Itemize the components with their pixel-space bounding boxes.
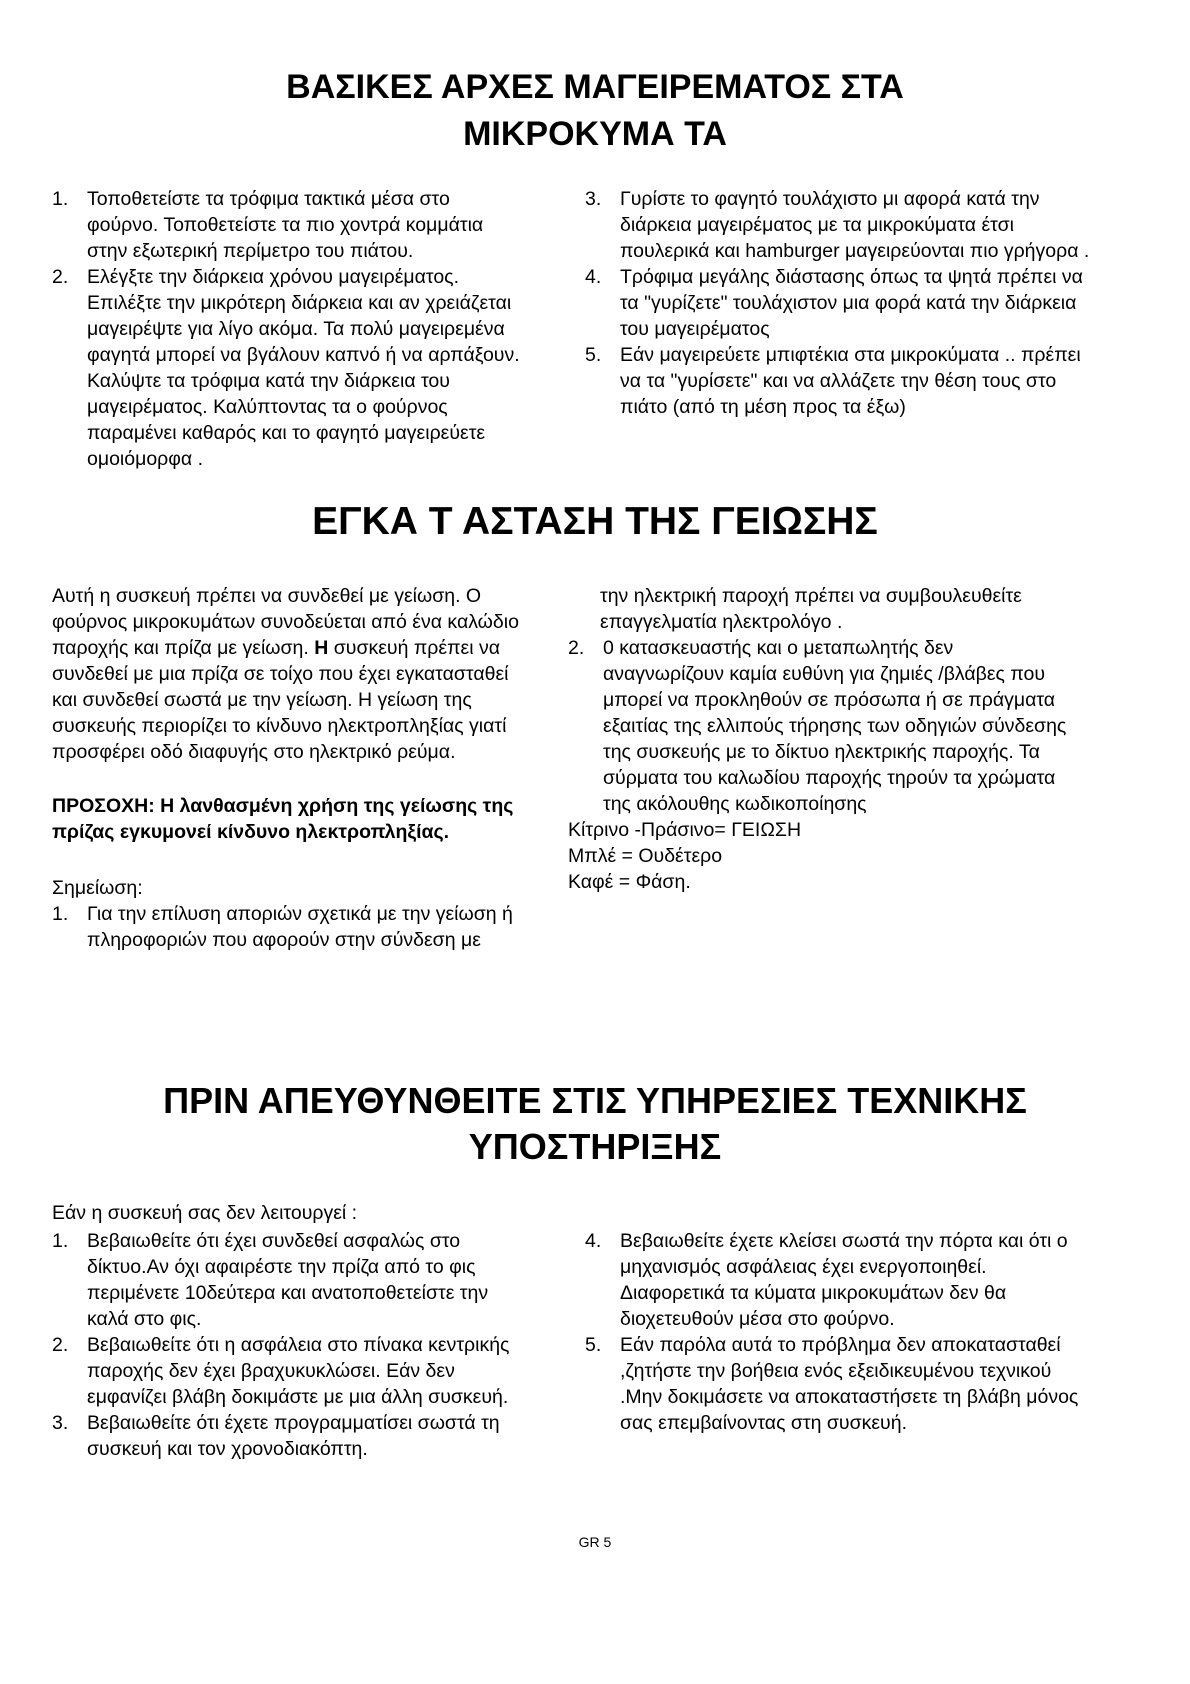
item-number: 1. — [52, 903, 69, 925]
item-number: 1. — [52, 1230, 69, 1252]
wire-color-phase: Καφέ = Φάση. — [568, 871, 691, 893]
item-number: 3. — [52, 1412, 69, 1434]
item-text: Βεβαιωθείτε έχετε κλείσει σωστά την πόρτα και ότι ο μηχανισμός ασφάλειας έχει ενεργοποιηθεί. Διαφορετικά τα κύματα μικροκυμάτων δεν θα διοχετευθούν μέσα στο φούρνο. — [620, 1230, 1068, 1330]
item-number: 4. — [585, 1230, 602, 1252]
item-number: 2. — [52, 1334, 69, 1356]
service-intro: Εάν η συσκευή σας δεν λειτουργεί : — [52, 1202, 358, 1224]
item-number: 5. — [585, 1334, 602, 1356]
list-item-3 — [52, 1410, 530, 1462]
service-left-column — [52, 1228, 530, 1462]
item-text: Γυρίστε το φαγητό τουλάχιστο μι αφορά κατά την διάρκεια μαγειρέματος με τα μικροκύματα έτσι πουλερικά και hamburger μαγειρεύονται πιο γρήγορα . — [620, 188, 1090, 262]
title-line-2: ΜΙΚΡΟΚΥΜΑ ΤΑ — [463, 115, 727, 153]
grounding-warning: ΠΡΟΣΟΧΗ: Η λανθασμένη χρήση της γείωσης της πρίζας εγκυμονεί κίνδυνο ηλεκτροπληξίας. — [52, 795, 514, 843]
item-text: Βεβαιωθείτε ότι έχει συνδεθεί ασφαλώς στο δίκτυο.Αν όχι αφαιρέστε την πρίζα από το φις περιμένετε 10δεύτερα και ανατοποθετείστε την καλά στο φις. — [87, 1230, 489, 1330]
page-footer: GR 5 — [578, 1534, 612, 1550]
item-number: 5. — [585, 344, 602, 366]
item-text: Τοποθετείστε τα τρόφιμα τακτικά μέσα στο φούρνο. Τοποθετείστε τα πιο χοντρά κομμάτια στην εξωτερική περίμετρο του πιάτου. — [87, 188, 484, 262]
section-title-cooking-basics — [0, 64, 1190, 158]
item-text: Ελέγξτε την διάρκεια χρόνου μαγειρέματος. Επιλέξτε την μικρότερη διάρκεια και αν χρειάζεται μαγειρέψτε για λίγο ακόμα. Τα πολύ μαγειρεμένα φαγητά μπορεί να βγάλουν καπνό ή να αρπάξουν. Καλύψτε τα τρόφιμα κατά την διάρκεια του μαγειρέματος. Καλύπτοντας τα ο φούρνος παραμένει καθαρός και το φαγητό μαγειρεύετε ομοιόμορφα . — [87, 266, 520, 470]
item-number: 1. — [52, 188, 69, 210]
grounding-left-column — [52, 583, 522, 953]
list-item-3 — [585, 186, 1090, 264]
item-text: Βεβαιωθείτε ότι έχετε προγραμματίσει σωστά τη συσκευή και τον χρονοδιακόπτη. — [87, 1412, 500, 1460]
title-line: ΕΓΚΑ Τ ΑΣΤΑΣΗ ΤΗΣ ΓΕΙΩΣΗΣ — [312, 500, 878, 543]
list-item-1 — [52, 1228, 530, 1332]
item-text: Για την επίλυση αποριών σχετικά με την γείωση ή πληροφοριών που αφορούν στην σύνδεση με — [87, 903, 513, 951]
item-text: Βεβαιωθείτε ότι η ασφάλεια στο πίνακα κεντρικής παροχής δεν έχει βραχυκυκλώσει. Εάν δεν εμφανίζει βλάβη δοκιμάστε με μια άλλη συσκευή. — [87, 1334, 510, 1408]
paragraph-bold-run: Η — [314, 637, 329, 659]
item-number: 4. — [585, 266, 602, 288]
item-text: Τρόφιμα μεγάλης διάστασης όπως τα ψητά πρέπει να τα "γυρίζετε" τουλάχιστον μια φορά κατά την διάρκεια του μαγειρέματος — [620, 266, 1083, 340]
title-line-1: ΠΡΙΝ ΑΠΕΥΘΥΝΘΕΙΤΕ ΣΤΙΣ ΥΠΗΡΕΣΙΕΣ ΤΕΧΝΙΚΗΣ — [163, 1080, 1027, 1121]
service-right-column — [585, 1228, 1090, 1436]
grounding-paragraph — [52, 583, 522, 765]
section-title-service — [0, 1078, 1190, 1170]
wire-color-ground: Κίτρινο -Πράσινο= ΓΕΙΩΣΗ — [568, 819, 802, 841]
list-item-4 — [585, 264, 1090, 342]
item-number: 2. — [52, 266, 69, 288]
note-item-2 — [568, 635, 1073, 817]
item-text: Εάν παρόλα αυτά το πρόβλημα δεν αποκατασταθεί ,ζητήστε την βοήθεια ενός εξειδικευμένου τεχνικού .Μην δοκιμάσετε να αποκαταστήσετε τη βλάβη μόνος σας επεμβαίνοντας στη συσκευή. — [620, 1334, 1079, 1434]
list-item-5 — [585, 1332, 1090, 1436]
note-item-1 — [52, 901, 522, 953]
grounding-right-column — [568, 583, 1073, 895]
item-number: 2. — [568, 637, 585, 659]
list-item-4 — [585, 1228, 1090, 1332]
list-item-1 — [52, 186, 522, 264]
title-line-1: ΒΑΣΙΚΕΣ ΑΡΧΕΣ ΜΑΓΕΙΡΕΜΑΤΟΣ ΣΤΑ — [286, 68, 904, 106]
note-item-1-continuation: την ηλεκτρική παροχή πρέπει να συμβουλευθείτε επαγγελματία ηλεκτρολόγο . — [600, 585, 1022, 633]
paragraph-run: Αυτή η συσκευή πρέπει να συνδεθεί με γείωση. Ο φούρνος μικροκυμάτων συνοδεύεται από ένα καλώδιο παροχής και πρίζα με γείωση. — [52, 585, 519, 659]
item-number: 3. — [585, 188, 602, 210]
note-label: Σημείωση: — [52, 877, 143, 899]
item-text: 0 κατασκευαστής και ο μεταπωλητής δεν αναγνωρίζουν καμία ευθύνη για ζημιές /βλάβες που μπορεί να προκληθούν σε πρόσωπα ή σε πράγματα εξαιτίας της ελλιπούς τήρησης των οδηγιών σύνδεσης της συσκευής με το δίκτυο ηλεκτρικής παροχής. Τα σύρματα του καλωδίου παροχής τηρούν τα χρώματα της ακόλουθης κωδικοποίησης — [603, 637, 1067, 815]
list-item-2 — [52, 1332, 530, 1410]
paragraph-run: συσκευή πρέπει να συνδεθεί με μια πρίζα σε τοίχο που έχει εγκατασταθεί και συνδεθεί σωστά με την γείωση. Η γείωση της συσκευής περιορίζει το κίνδυνο ηλεκτροπληξίας γιατί προσφέρει οδό διαφυγής στο ηλεκτρικό ρεύμα. — [52, 637, 509, 763]
item-text: Εάν μαγειρεύετε μπιφτέκια στα μικροκύματα .. πρέπει να τα "γυρίσετε" και να αλλάζετε την θέση τους στο πιάτο (από τη μέση προς τα έξω) — [620, 344, 1081, 418]
cooking-left-column — [52, 186, 522, 472]
cooking-right-column — [585, 186, 1090, 420]
list-item-5 — [585, 342, 1090, 420]
list-item-2 — [52, 264, 522, 472]
title-line-2: ΥΠΟΣΤΗΡΙΞΗΣ — [468, 1126, 722, 1167]
section-title-grounding — [0, 498, 1190, 546]
wire-color-neutral: Μπλέ = Ουδέτερο — [568, 845, 723, 867]
